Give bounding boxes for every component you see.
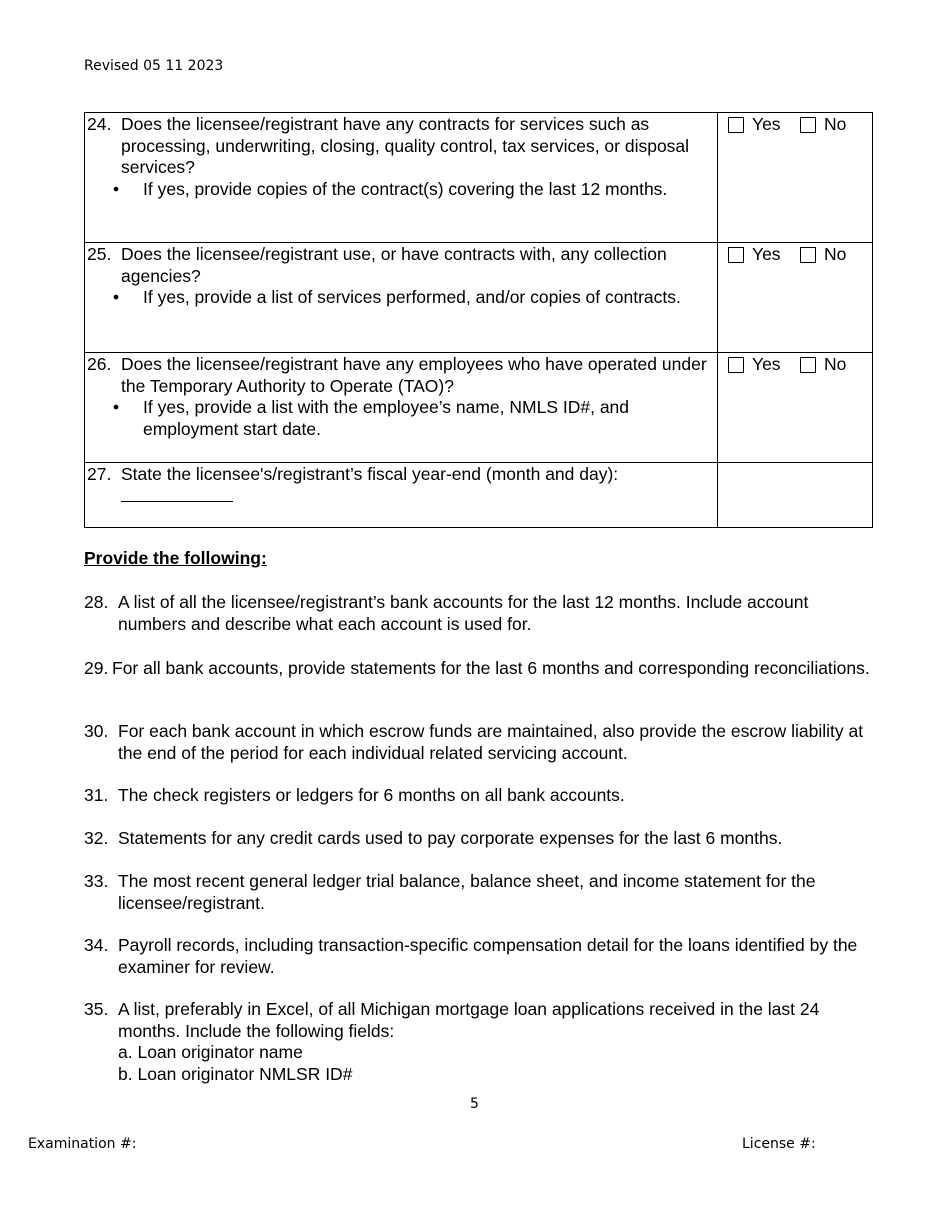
item-text: Statements for any credit cards used to pay corporate expenses for the last 6 months. <box>118 828 783 848</box>
list-item <box>84 871 874 914</box>
yes-label: Yes <box>752 114 781 135</box>
item-text <box>118 999 874 1085</box>
question-cell <box>85 113 718 243</box>
license-number-label: License #: <box>742 1136 816 1152</box>
list-item <box>84 935 874 978</box>
no-checkbox[interactable] <box>800 247 816 263</box>
question-row-24 <box>85 113 873 243</box>
question-cell <box>85 463 718 528</box>
examination-number-label: Examination #: <box>28 1136 137 1152</box>
list-item <box>84 721 874 764</box>
answer-cell <box>718 353 873 463</box>
question-bullet-text: If yes, provide copies of the contract(s) covering the last 12 months. <box>143 178 668 199</box>
yes-label: Yes <box>752 244 781 265</box>
item-main-text: A list, preferably in Excel, of all Michigan mortgage loan applications received in the last 24 months. Include the following fields: <box>118 999 820 1041</box>
answer-cell <box>718 113 873 243</box>
no-checkbox[interactable] <box>800 357 816 373</box>
bullet-icon: • <box>113 287 120 307</box>
yes-checkbox[interactable] <box>728 247 744 263</box>
question-number: 27. <box>87 464 112 484</box>
item-text: A list of all the licensee/registrant’s bank accounts for the last 12 months. Include account numbers and describe what each account is used for. <box>118 592 809 634</box>
list-item <box>84 656 874 681</box>
bullet-icon: • <box>113 397 120 417</box>
list-item <box>84 999 874 1085</box>
list-item <box>84 785 874 807</box>
list-item <box>84 592 874 635</box>
item-number: 30. <box>84 721 109 741</box>
no-checkbox[interactable] <box>800 117 816 133</box>
fiscal-year-end-blank[interactable] <box>121 486 707 510</box>
yes-checkbox[interactable] <box>728 357 744 373</box>
item-number: 34. <box>84 935 109 955</box>
item-number: 29. <box>84 658 109 678</box>
question-bullet-text: If yes, provide a list of services performed, and/or copies of contracts. <box>143 287 681 307</box>
question-row-25 <box>85 243 873 353</box>
question-number: 24. <box>87 114 112 134</box>
no-label: No <box>824 354 847 375</box>
item-text: For each bank account in which escrow funds are maintained, also provide the escrow liability at the end of the period for each individual related servicing account. <box>118 721 864 763</box>
question-text: Does the licensee/registrant use, or have contracts with, any collection agencies? <box>121 244 667 286</box>
section-title: Provide the following: <box>84 548 267 568</box>
item-text: For all bank accounts, provide statements for the last 6 months and corresponding reconciliations. <box>112 658 870 678</box>
question-text: State the licensee's/registrant’s fiscal year-end (month and day): <box>121 464 619 484</box>
list-item <box>84 828 874 850</box>
revision-date: Revised 05 11 2023 <box>84 58 224 74</box>
answer-cell <box>718 243 873 353</box>
sub-item-b: b. Loan originator NMLSR ID# <box>118 1063 353 1084</box>
question-cell <box>85 353 718 463</box>
item-number: 31. <box>84 785 109 805</box>
question-number: 26. <box>87 354 112 374</box>
item-text: Payroll records, including transaction-specific compensation detail for the loans identified by the examiner for review. <box>118 935 858 977</box>
no-label: No <box>824 244 847 265</box>
question-cell <box>85 243 718 353</box>
bullet-icon: • <box>113 178 120 199</box>
item-text: The check registers or ledgers for 6 months on all bank accounts. <box>118 785 625 805</box>
item-number: 28. <box>84 592 109 612</box>
no-label: No <box>824 114 847 135</box>
page-number: 5 <box>470 1096 479 1112</box>
item-text: The most recent general ledger trial balance, balance sheet, and income statement for the licensee/registrant. <box>118 871 816 913</box>
answer-cell <box>718 463 873 528</box>
yes-label: Yes <box>752 354 781 375</box>
item-number: 32. <box>84 828 109 848</box>
sub-item-a: a. Loan originator name <box>118 1042 303 1062</box>
question-number: 25. <box>87 244 112 264</box>
question-bullet-text: If yes, provide a list with the employee’s name, NMLS ID#, and employment start date. <box>143 397 630 439</box>
item-number: 35. <box>84 999 109 1019</box>
question-row-26 <box>85 353 873 463</box>
questions-table <box>84 112 873 528</box>
question-text: Does the licensee/registrant have any employees who have operated under the Temporary Authority to Operate (TAO)? <box>121 354 707 396</box>
yes-checkbox[interactable] <box>728 117 744 133</box>
question-text: Does the licensee/registrant have any contracts for services such as processing, underwriting, closing, quality control, tax services, or disposal services? <box>121 114 690 177</box>
item-number: 33. <box>84 871 109 891</box>
question-row-27 <box>85 463 873 528</box>
